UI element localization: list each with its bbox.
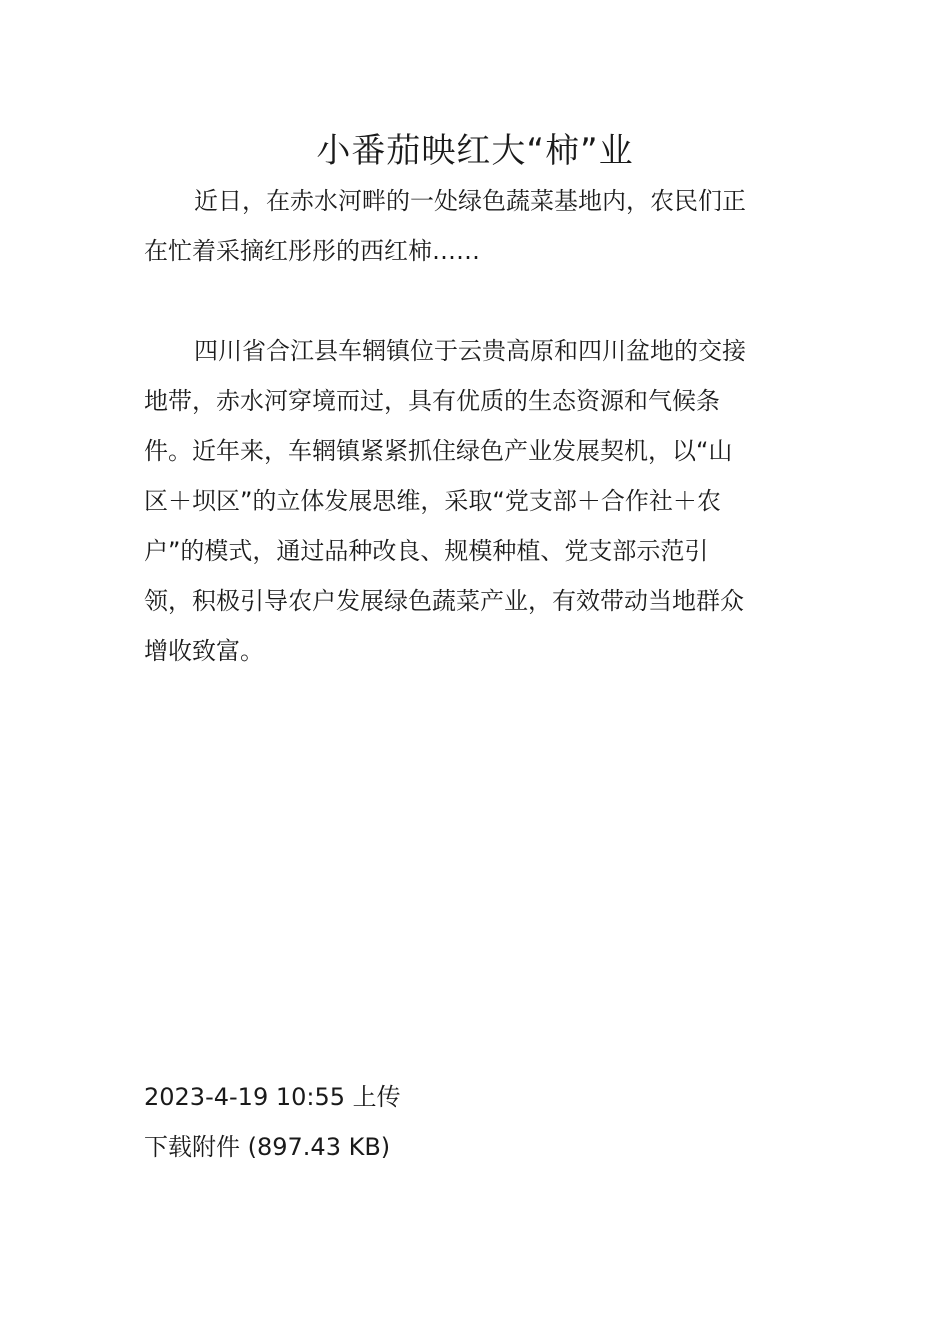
upload-timestamp: 2023-4-19 10:55 上传 [144,1083,401,1111]
paragraph-line: 在忙着采摘红彤彤的西红柿…… [144,237,480,265]
paragraph-line: 增收致富。 [144,637,264,665]
article-body-paragraph [144,326,809,676]
paragraph-line: 户”的模式，通过品种改良、规模种植、党支部示范引 [144,537,709,565]
paragraph-line: 区＋坝区”的立体发展思维，采取“党支部＋合作社＋农 [144,487,721,515]
paragraph-line: 地带，赤水河穿境而过，具有优质的生态资源和气候条 [144,387,720,415]
paragraph-line: 件。近年来，车辋镇紧紧抓住绿色产业发展契机，以“山 [144,437,733,465]
download-attachment-link[interactable]: 下载附件 (897.43 KB) [144,1133,391,1161]
article-intro-paragraph [144,176,809,276]
paragraph-line: 四川省合江县车辋镇位于云贵高原和四川盆地的交接 [194,337,746,365]
paragraph-line: 近日，在赤水河畔的一处绿色蔬菜基地内，农民们正 [194,187,746,215]
paragraph-line: 领，积极引导农户发展绿色蔬菜产业，有效带动当地群众 [144,587,744,615]
article-title: 小番茄映红大“柿”业 [316,131,634,171]
